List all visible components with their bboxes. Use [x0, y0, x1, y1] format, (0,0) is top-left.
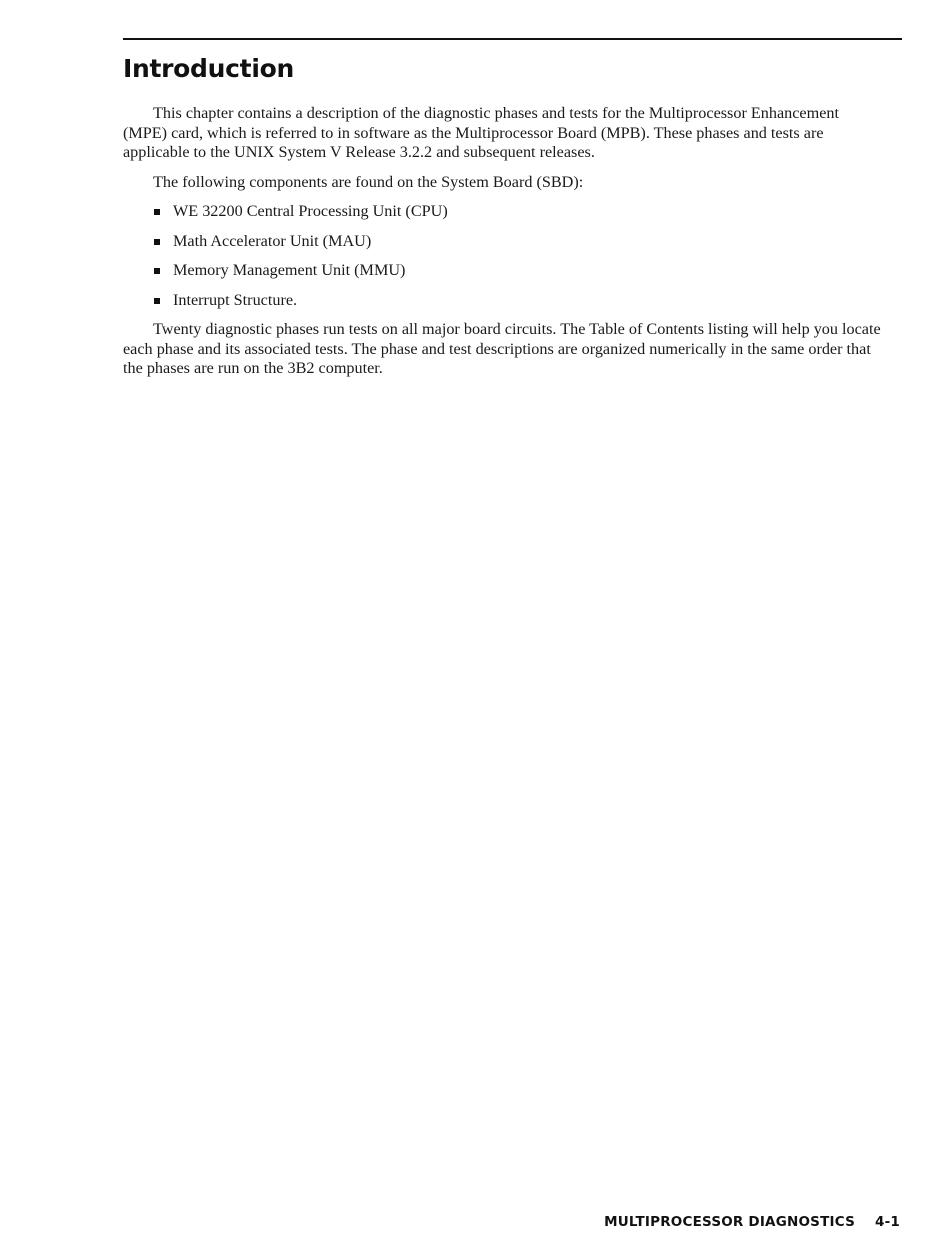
page-number: 4-1	[875, 1214, 900, 1230]
page-footer	[604, 1214, 900, 1230]
page-title: Introduction	[123, 54, 294, 83]
square-bullet-icon	[154, 209, 160, 215]
phases-paragraph: Twenty diagnostic phases run tests on all major board circuits. The Table of Contents listing will help you locate each phase and its associated tests. The phase and test descriptions are organized numerically in the same order that the phases are run on the 3B2 computer.	[123, 320, 881, 377]
body-text	[123, 104, 883, 389]
list-item-text: Interrupt Structure.	[173, 290, 298, 309]
list-item	[123, 291, 883, 311]
square-bullet-icon	[154, 298, 160, 304]
list-item	[123, 232, 883, 252]
list-item-text: Memory Management Unit (MMU)	[173, 261, 406, 279]
footer-section-title: MULTIPROCESSOR DIAGNOSTICS	[604, 1214, 855, 1230]
list-item	[123, 202, 883, 222]
list-item-text: WE 32200 Central Processing Unit (CPU)	[173, 202, 448, 220]
list-item	[123, 261, 883, 281]
square-bullet-icon	[154, 268, 160, 274]
intro-paragraph: This chapter contains a description of the diagnostic phases and tests for the Multiprocessor Enhancement (MPE) card, which is referred to in software as the Multiprocessor Board (MPB). These phases and tests are applicable to the UNIX System V Release 3.2.2 and subsequent releases.	[123, 104, 839, 161]
list-item-text: Math Accelerator Unit (MAU)	[173, 231, 372, 250]
components-list	[123, 202, 883, 310]
square-bullet-icon	[154, 239, 160, 245]
header-rule	[123, 38, 902, 40]
components-lead-paragraph: The following components are found on the System Board (SBD):	[153, 172, 584, 191]
